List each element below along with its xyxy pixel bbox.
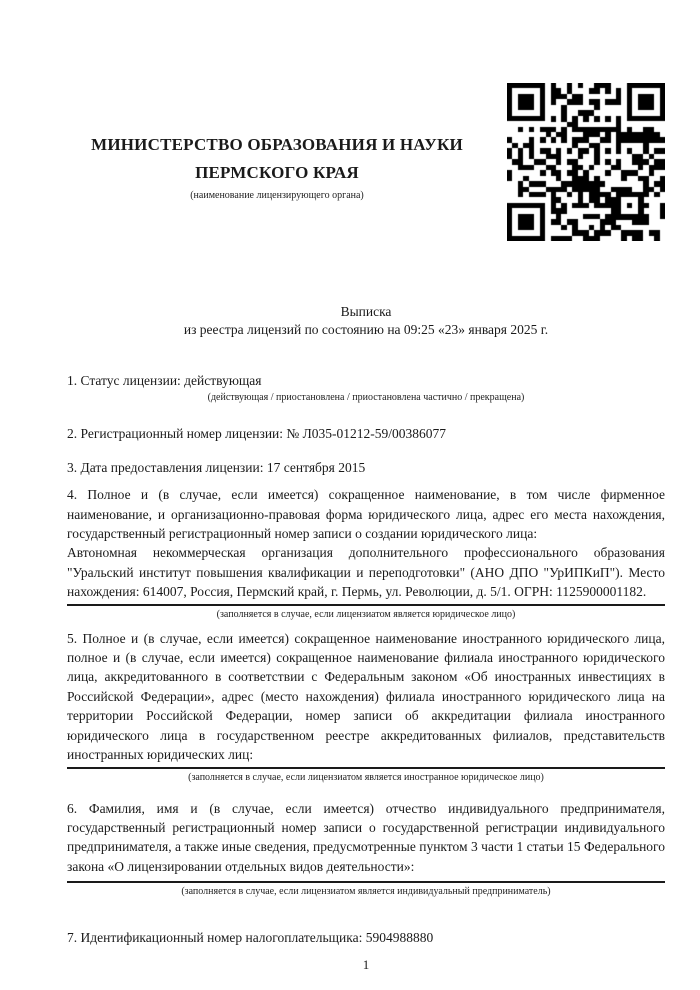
license-status-text: 1. Статус лицензии: действующая [67,373,262,388]
document-title [67,303,665,339]
legal-entity-caption: (заполняется в случае, если лицензиатом является юридическое лицо) [216,608,516,620]
qr-code-icon [507,83,665,241]
document-content [0,83,700,974]
fill-in-line [67,767,665,769]
grant-date-text: 3. Дата предоставления лицензии: 17 сентября 2015 [67,459,366,475]
individual-entrepreneur-caption: (заполняется в случае, если лицензиатом является индивидуальный предприниматель) [181,886,551,898]
item-grant-date [67,458,665,477]
document-header [67,83,665,241]
ministry-name-line1: МИНИСТЕРСТВО ОБРАЗОВАНИЯ И НАУКИ [91,135,463,154]
foreign-entity-question: 5. Полное и (в случае, если имеется) сокращенное наименование иностранного юридического лица, полное и (в случае, если имеется) сокращенное наименование филиала иностранного юридического лица, аккредитованного в соответствии с Федеральным законом «Об иностранных инвестициях в Российской Федерации», адрес (место нахождения) филиала иностранного юридического лица на территории Российской Федерации, номер записи об аккредитации филиала иностранного юридического лица в государственном реестре аккредитованных филиалов, представительств иностранных юридических лиц: [67,630,665,763]
title-line1: Выписка [340,304,392,319]
fill-in-line [67,881,665,883]
title-line2: из реестра лицензий по состоянию на 09:25 «23» января 2025 г. [183,322,549,337]
page-number: 1 [362,956,370,972]
license-status-caption: (действующая / приостановлена / приостановлена частично / прекращена) [207,392,525,404]
licensing-authority-block [67,131,487,203]
registration-number-text: 2. Регистрационный номер лицензии: № Л035-01212-59/00386077 [67,426,447,442]
item-license-status [67,371,665,404]
item-taxpayer-number [67,928,665,947]
item-individual-entrepreneur [67,799,665,899]
foreign-entity-caption: (заполняется в случае, если лицензиатом является иностранное юридическое лицо) [188,771,544,783]
item-foreign-entity [67,629,665,784]
legal-entity-question: 4. Полное и (в случае, если имеется) сокращенное наименование, в том числе фирменное наименование, и организационно-правовая форма юридического лица, адрес его места нахождения, государственный регистрационный номер записи о создании юридического лица: [67,487,665,542]
item-registration-number [67,424,665,443]
individual-entrepreneur-question: 6. Фамилия, имя и (в случае, если имеется) отчество индивидуального предпринимателя, государственный регистрационный номер записи о государственной регистрации индивидуального предпринимателя, а также иные сведения, предусмотренные пунктом 3 части 1 статьи 15 Федерального закона «О лицензировании отдельных видов деятельности»: [67,800,665,874]
taxpayer-number-text: 7. Идентификационный номер налогоплательщика: 5904988880 [67,930,434,946]
ministry-name-line2: ПЕРМСКОГО КРАЯ [195,163,359,182]
fill-in-line [67,604,665,606]
legal-entity-answer: Автономная некоммерческая организация дополнительного профессионального образования "Уральский институт повышения квалификации и переподготовки" (АНО ДПО "УрИПКиП"). Место нахождения: 614007, Россия, Пермский край, г. Пермь, ул. Революции, д. 5/1. ОГРН: 1125900001182. [67,545,665,600]
licensing-authority-caption: (наименование лицензирующего органа) [190,190,364,201]
item-legal-entity [67,485,665,620]
